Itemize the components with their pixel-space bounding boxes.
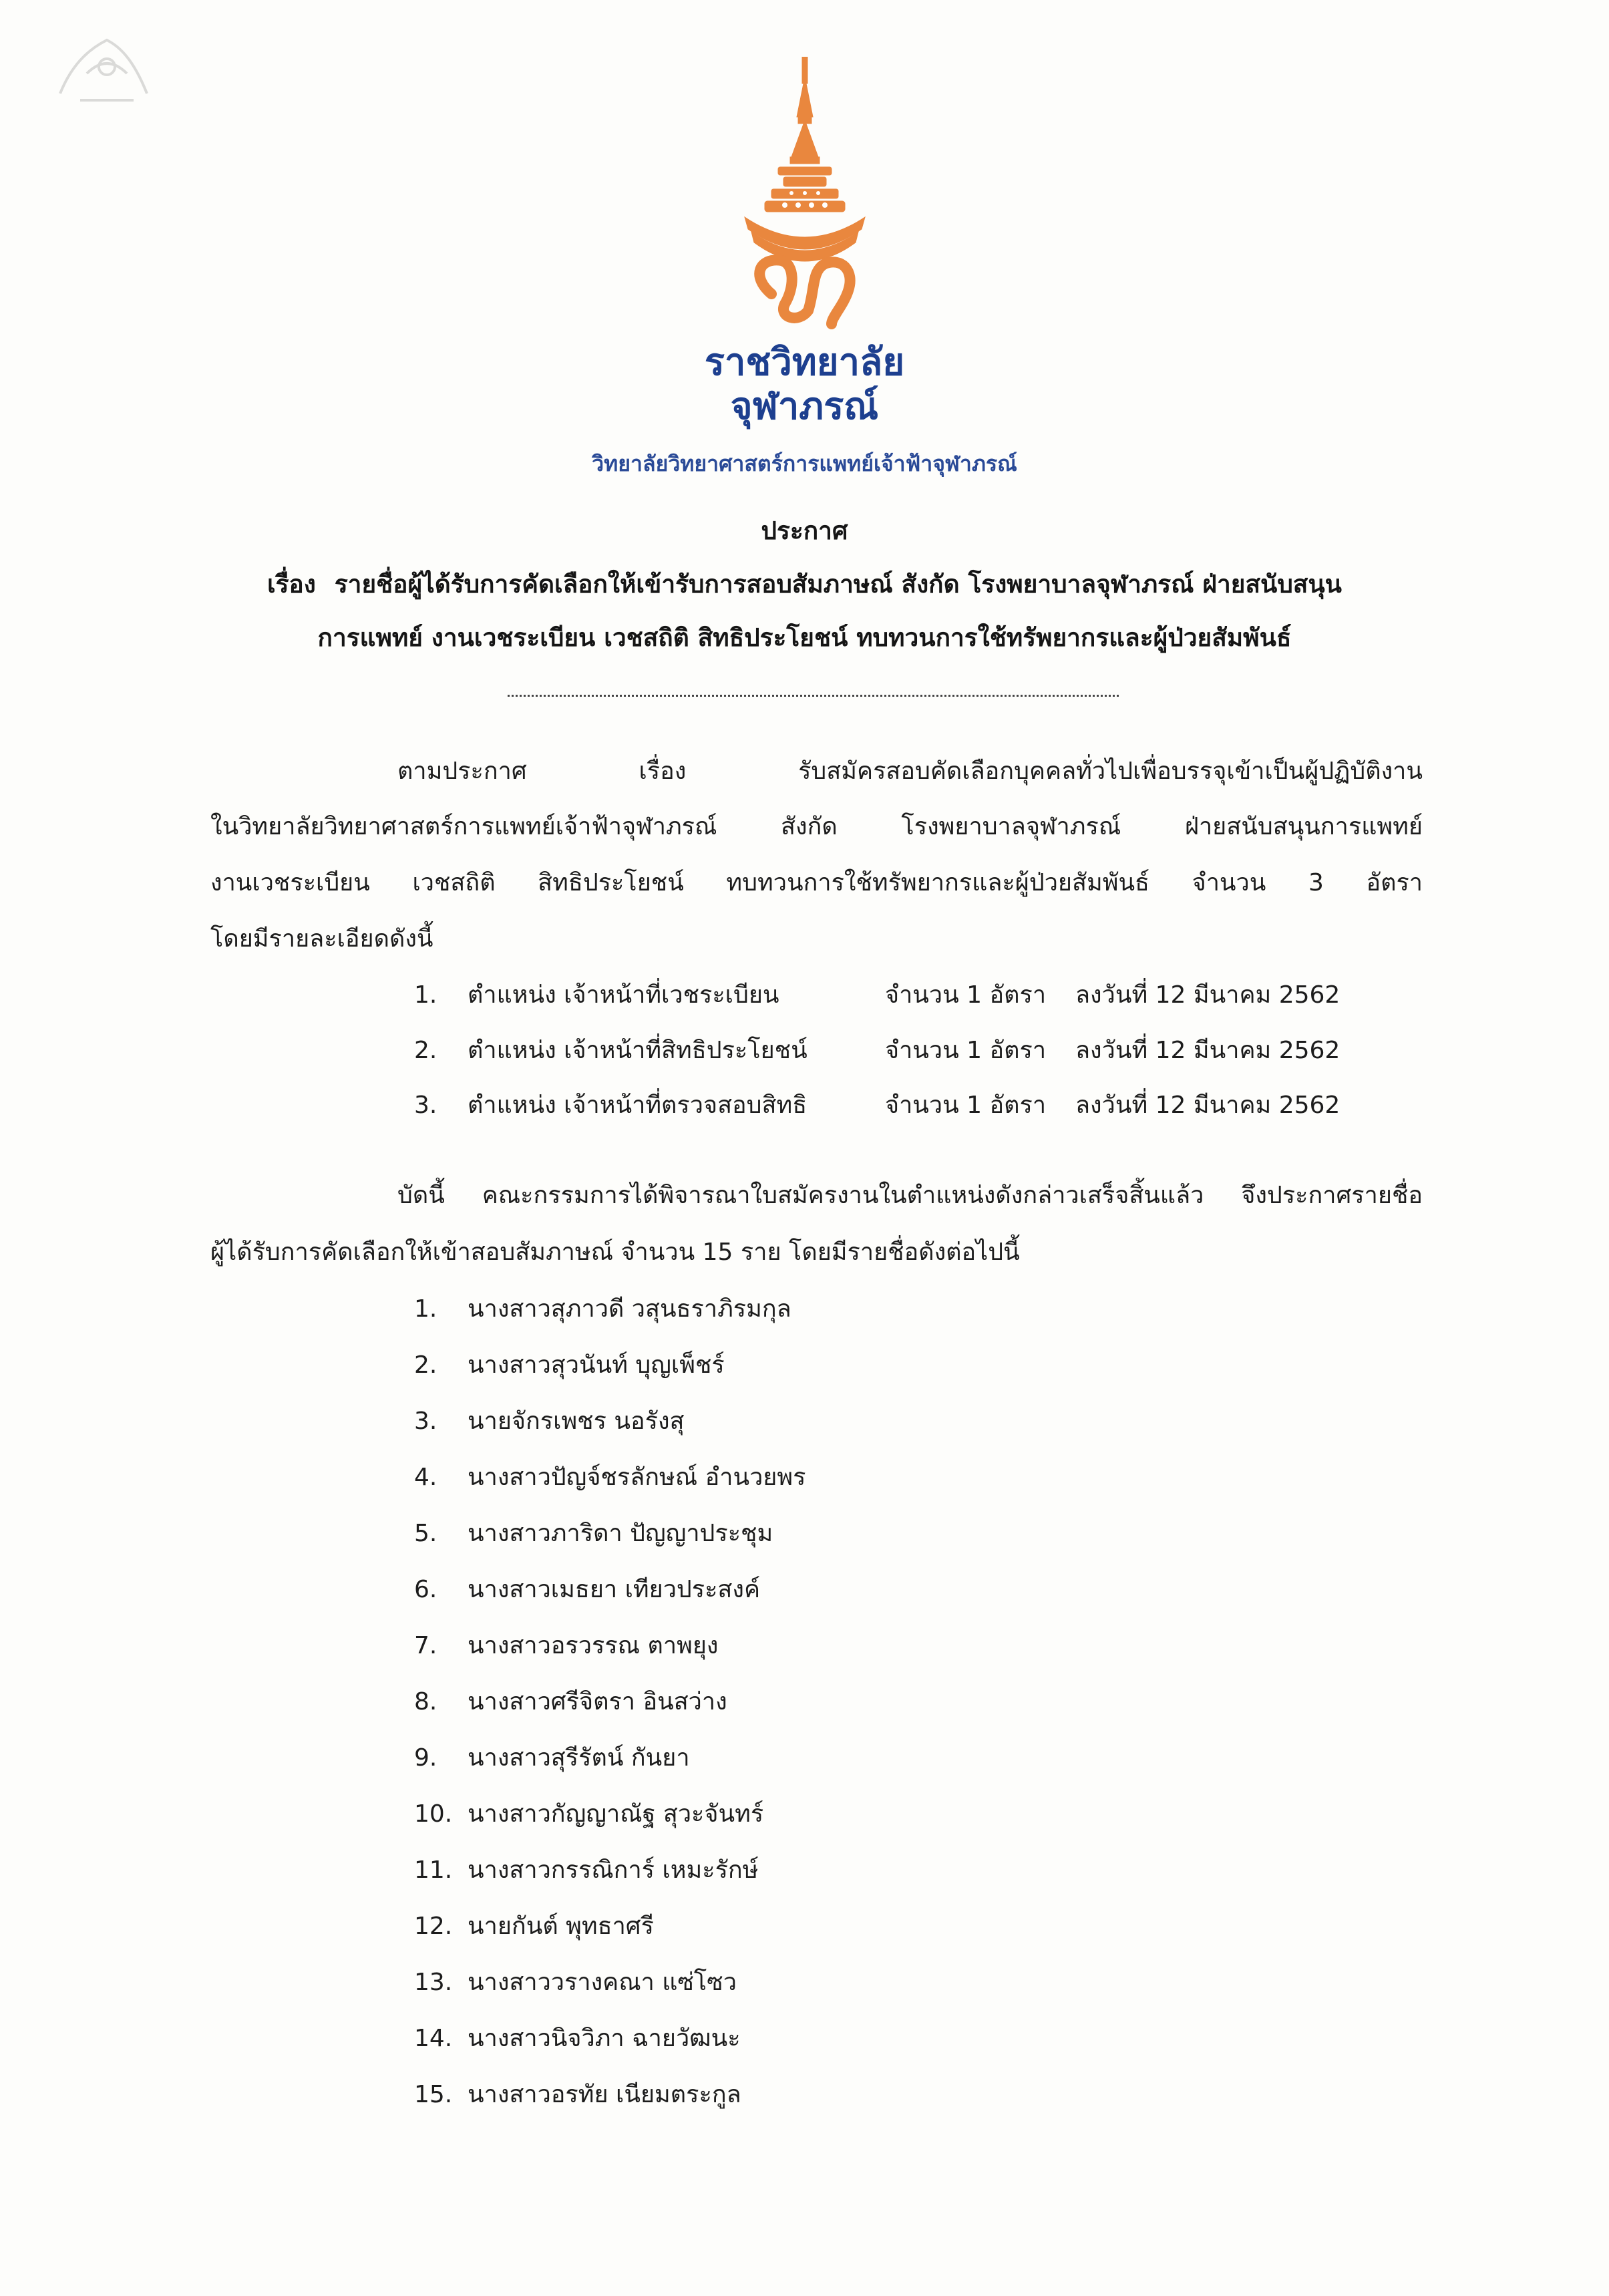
candidate-name: นายกันต์ พุทธาศรี — [468, 1913, 654, 1940]
candidate-name: นางสาวสุวนันท์ บุญเพ็ชร์ — [468, 1351, 725, 1379]
institution-name-line2: จุฬาภรณ์ — [730, 385, 879, 428]
candidate-name: นางสาวสุรีรัตน์ กันยา — [468, 1744, 690, 1772]
candidate-number: 9. — [414, 1744, 437, 1772]
candidate-name: นางสาวอรทัย เนียมตระกูล — [468, 2081, 741, 2108]
candidate-number: 13. — [414, 1969, 453, 1996]
candidate-name: นางสาวกัญญาณัฐ สุวะจันทร์ — [468, 1800, 764, 1828]
paragraph2-line2: ผู้ได้รับการคัดเลือกให้เข้าสอบสัมภาษณ์ จำนวน 15 ราย โดยมีรายชื่อดังต่อไปนี้ — [210, 1239, 1020, 1266]
candidate-number: 12. — [414, 1913, 453, 1940]
candidate-number: 2. — [414, 1351, 437, 1379]
embossed-seal-icon — [40, 20, 167, 120]
position-date: ลงวันที่ 12 มีนาคม 2562 — [1075, 1037, 1340, 1064]
candidate-number: 10. — [414, 1800, 453, 1828]
position-number: 1. — [414, 981, 437, 1009]
position-title: ตำแหน่ง เจ้าหน้าที่ตรวจสอบสิทธิ — [468, 1092, 808, 1119]
paragraph1-line4: โดยมีรายละเอียดดังนี้ — [210, 925, 433, 953]
candidate-name: นางสาวอรวรรณ ตาพยุง — [468, 1632, 719, 1659]
candidate-number: 6. — [414, 1576, 437, 1603]
candidate-number: 7. — [414, 1632, 437, 1659]
subject-line1 — [0, 564, 1609, 605]
paragraph1-line3: งานเวชระเบียน เวชสถิติ สิทธิประโยชน์ ทบทวนการใช้ทรัพยากรและผู้ป่วยสัมพันธ์ จำนวน 3 อัตรา — [210, 869, 1423, 896]
position-date: ลงวันที่ 12 มีนาคม 2562 — [1075, 981, 1340, 1009]
subject-label: เรื่อง — [267, 570, 316, 599]
institution-name-line1: ราชวิทยาลัย — [704, 341, 905, 384]
position-quantity: จำนวน 1 อัตรา — [885, 1037, 1047, 1064]
candidate-name: นางสาวสุภาวดี วสุนธราภิรมกุล — [468, 1295, 791, 1323]
paragraph1-line2: ในวิทยาลัยวิทยาศาสตร์การแพทย์เจ้าฟ้าจุฬาภรณ์ สังกัด โรงพยาบาลจุฬาภรณ์ ฝ่ายสนับสนุนการแพทย์ — [210, 813, 1423, 840]
position-number: 3. — [414, 1092, 437, 1119]
position-quantity: จำนวน 1 อัตรา — [885, 1092, 1047, 1119]
position-title: ตำแหน่ง เจ้าหน้าที่สิทธิประโยชน์ — [468, 1037, 808, 1064]
candidate-number: 5. — [414, 1520, 437, 1547]
candidate-name: นางสาวนิจวิภา ฉายวัฒนะ — [468, 2025, 741, 2052]
candidate-name: นางสาวเมธยา เทียวประสงค์ — [468, 1576, 761, 1603]
royal-crown-emblem-icon — [731, 57, 878, 337]
announcement-heading: ประกาศ — [761, 516, 848, 545]
position-title: ตำแหน่ง เจ้าหน้าที่เวชระเบียน — [468, 981, 779, 1009]
candidate-number: 11. — [414, 1856, 453, 1884]
candidate-name: นางสาววรางคณา แซ่โซว — [468, 1969, 737, 1996]
dotted-divider — [508, 695, 1119, 697]
candidate-number: 4. — [414, 1464, 437, 1491]
candidate-number: 15. — [414, 2081, 453, 2108]
paragraph2-line1: บัดนี้ คณะกรรมการได้พิจารณาใบสมัครงานในตำแหน่งดังกล่าวเสร็จสิ้นแล้ว จึงประกาศรายชื่อ — [397, 1182, 1423, 1209]
candidate-number: 14. — [414, 2025, 453, 2052]
position-number: 2. — [414, 1037, 437, 1064]
position-date: ลงวันที่ 12 มีนาคม 2562 — [1075, 1092, 1340, 1119]
paragraph1-line1: ตามประกาศ เรื่อง รับสมัครสอบคัดเลือกบุคคลทั่วไปเพื่อบรรจุเข้าเป็นผู้ปฏิบัติงาน — [397, 758, 1423, 785]
candidate-number: 3. — [414, 1408, 437, 1435]
candidate-name: นางสาวกรรณิการ์ เหมะรักษ์ — [468, 1856, 759, 1884]
candidate-number: 1. — [414, 1295, 437, 1323]
position-quantity: จำนวน 1 อัตรา — [885, 981, 1047, 1009]
institution-subtitle: วิทยาลัยวิทยาศาสตร์การแพทย์เจ้าฟ้าจุฬาภรณ์ — [592, 451, 1017, 476]
candidate-name: นางสาวศรีจิตรา อินสว่าง — [468, 1688, 727, 1715]
candidate-number: 8. — [414, 1688, 437, 1715]
candidate-name: นางสาวปัญจ์ชรลักษณ์ อำนวยพร — [468, 1464, 806, 1491]
candidate-name: นางสาวภาริดา ปัญญาประชุม — [468, 1520, 773, 1547]
subject-line2: การแพทย์ งานเวชระเบียน เวชสถิติ สิทธิประโยชน์ ทบทวนการใช้ทรัพยากรและผู้ป่วยสัมพันธ์ — [317, 623, 1292, 652]
candidate-name: นายจักรเพชร นอรังสุ — [468, 1408, 685, 1435]
subject-text-line1: รายชื่อผู้ได้รับการคัดเลือกให้เข้ารับการสอบสัมภาษณ์ สังกัด โรงพยาบาลจุฬาภรณ์ ฝ่ายสนับสนุน — [334, 570, 1342, 599]
